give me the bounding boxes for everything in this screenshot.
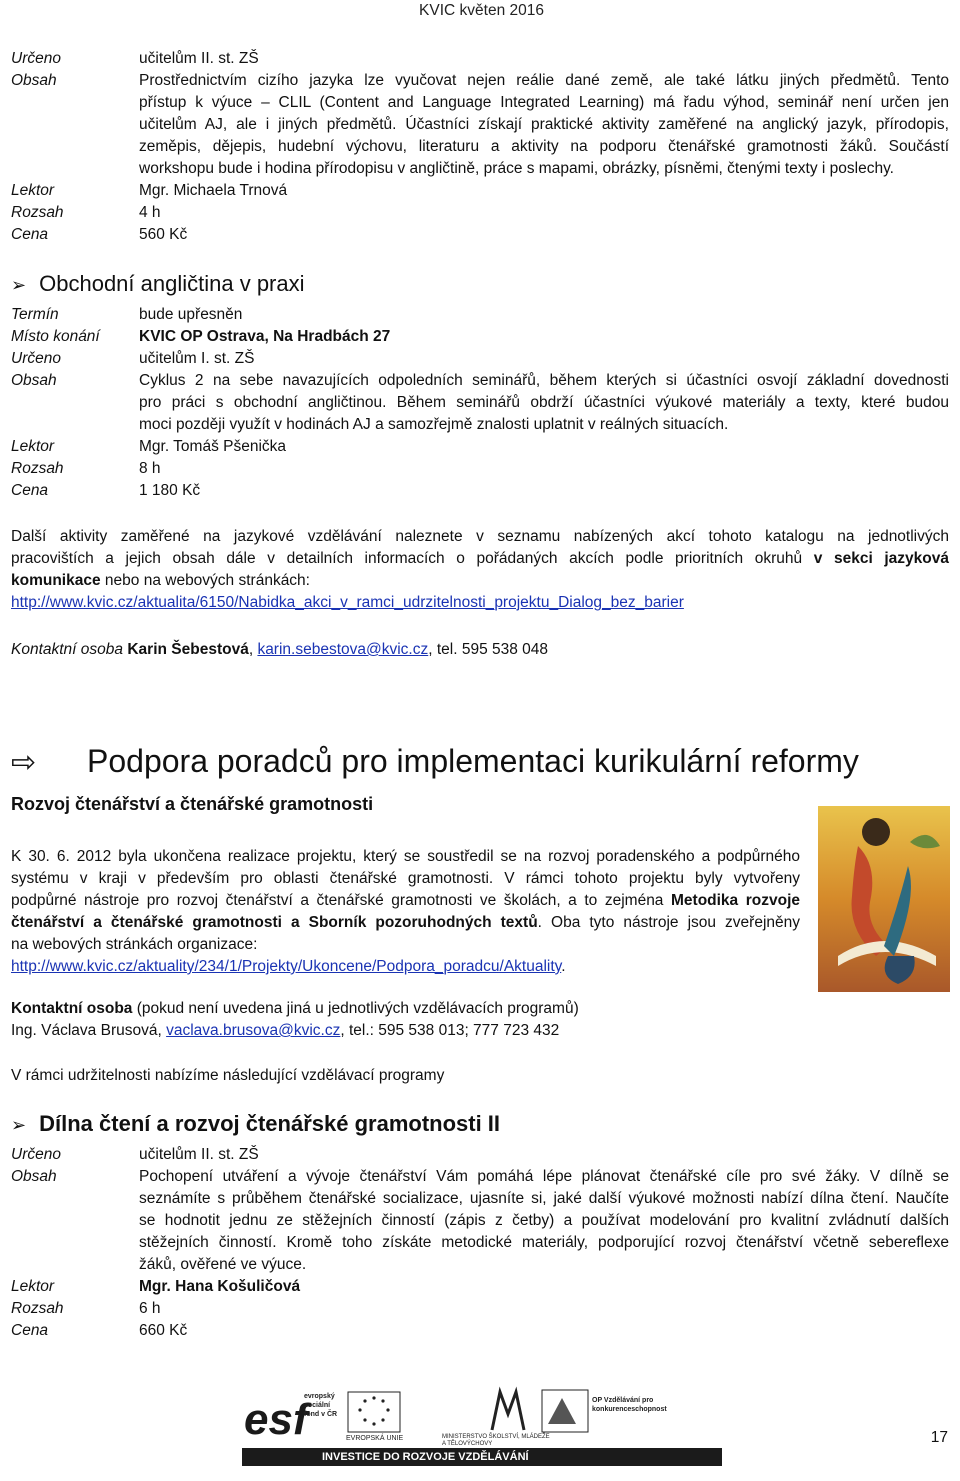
block2-obsah-text [139, 370, 949, 436]
rozsah-value: 6 h [139, 1300, 161, 1317]
contact-name: Ing. Václava Brusová, [11, 1022, 167, 1039]
more-info-text: nebo na webových stránkách: [100, 572, 310, 589]
obsah-line: učitelům AJ, ale i jiných předmětů. Účastníci získají praktické aktivity zaměřené na anglický jazyk, přírodopis, [139, 116, 949, 133]
project-link-end: . [561, 958, 566, 975]
project-line: na webových stránkách organizace: [11, 936, 258, 953]
contact-label: Kontaktní osoba [11, 641, 124, 658]
contact2 [11, 998, 579, 1042]
section-title: Podpora poradců pro implementaci kurikulární reformy [87, 743, 859, 779]
contact2-line [11, 998, 579, 1020]
project-link[interactable]: http://www.kvic.cz/aktuality/234/1/Projekty/Ukoncene/Podpora_poradcu/Aktuality [11, 958, 562, 975]
obsah-label: Obsah [11, 1168, 57, 1185]
obsah-label: Obsah [11, 72, 57, 89]
more-info-line [11, 548, 949, 570]
block3-heading [11, 1110, 500, 1139]
project-line: systému v kraji v především pro oblasti čtenářské gramotnosti. V rámci tohoto projektu byly vytvořeny [11, 870, 800, 887]
cena-label: Cena [11, 482, 49, 499]
obsah-label: Obsah [11, 372, 57, 389]
obsah-line: seznámíte s průběhem čtenářské socializace, ujasníte si, jaké další výukové možnosti nabízí dílna čtení. Naučíte [139, 1190, 949, 1207]
project-line: K 30. 6. 2012 byla ukončena realizace projektu, který se soustředil se na rozvoj poradenského a podpůrného [11, 848, 800, 865]
contact-note: (pokud není uvedena jiná u jednotlivých vzdělávacích programů) [132, 1000, 579, 1017]
op-logo-text: OP Vzdělávání pro konkurenceschopnost [592, 1397, 667, 1413]
contact-tel: , tel.: 595 538 013; 777 723 432 [340, 1022, 560, 1039]
obsah-line: Cyklus 2 na sebe navazujících odpoledních seminářů, během kterých si účastníci osvojí základní dovednosti [139, 372, 949, 389]
contact-sep: , [248, 641, 258, 658]
lektor-value: Mgr. Tomáš Pšenička [139, 438, 287, 455]
contact-email-link[interactable]: karin.sebestova@kvic.cz [257, 641, 429, 658]
more-info-bold: komunikace [11, 572, 101, 589]
lektor-label: Lektor [11, 182, 55, 199]
more-info-link-line [11, 592, 949, 614]
eu-logo-text: EVROPSKÁ UNIE [346, 1435, 404, 1442]
reading-illustration-image [818, 806, 950, 992]
more-info-bold: v sekci jazyková [813, 550, 949, 567]
project-line [11, 890, 800, 912]
urceno-label: Určeno [11, 50, 61, 67]
obsah-line: žáků, ověřené ve výuce. [139, 1256, 307, 1273]
more-info-line [11, 570, 949, 592]
project-bold: čtenářství a čtenářské gramotnosti a Sborník pozoruhodných textů [11, 914, 538, 931]
more-info-text: pracovištích a jejich obsah dále v detailních informacích o pořádaných akcích podle prioritních okruhů [11, 550, 814, 567]
contact1 [11, 639, 548, 661]
contact-name: Karin Šebestová [127, 641, 249, 658]
urceno-value: učitelům II. st. ZŠ [139, 50, 259, 67]
termin-value: bude upřesněn [139, 306, 243, 323]
lektor-value: Mgr. Hana Košuličová [139, 1278, 301, 1295]
cena-value: 560 Kč [139, 226, 188, 243]
urceno-value: učitelům I. st. ZŠ [139, 350, 255, 367]
rozsah-value: 4 h [139, 204, 161, 221]
rozsah-value: 8 h [139, 460, 161, 477]
rozsah-label: Rozsah [11, 204, 64, 221]
cena-label: Cena [11, 1322, 49, 1339]
obsah-line: se hodnotit jednu ze stěžejních činností (zápis z četby) a používat modelování pro kvalitní zvládnutí dalších [139, 1212, 949, 1229]
lektor-label: Lektor [11, 1278, 55, 1295]
obsah-line: workshopu bude i hodina přírodopisu v angličtině, práce s mapami, obrázky, písněmi, čtenými texty i poslechy. [139, 160, 894, 177]
contact-label: Kontaktní osoba [11, 1000, 133, 1017]
obsah-line: moci později využít v hodinách AJ a samozřejmě znalosti uplatnit v reálných situacích. [139, 416, 729, 433]
obsah-line: pro práci s obchodní angličtinou. Během seminářů obdrží účastníci výukové materiály a texty, které budou [139, 394, 949, 411]
page-header-title: KVIC květen 2016 [419, 2, 544, 19]
contact-email-link[interactable]: vaclava.brusova@kvic.cz [166, 1022, 341, 1039]
block1-obsah-text [139, 70, 949, 180]
page-number: 17 [930, 1429, 948, 1446]
more-info-link[interactable]: http://www.kvic.cz/aktualita/6150/Nabidka_akci_v_ramci_udrzitelnosti_projektu_Dialog_bez_barier [11, 594, 684, 611]
block3-heading-text: Dílna čtení a rozvoj čtenářské gramotnosti II [39, 1111, 501, 1136]
contact-tel: , tel. 595 538 048 [428, 641, 549, 658]
more-info-line: Další aktivity zaměřené na jazykové vzdělávání naleznete v seznamu nabízených akcí tohoto katalogu na jednotlivých [11, 528, 949, 545]
more-info-paragraph [11, 526, 949, 614]
programs-intro: V rámci udržitelnosti nabízíme následující vzdělávací programy [11, 1067, 445, 1084]
project-text: podpůrné nástroje pro rozvoj čtenářství a čtenářské gramotnosti ve školách, a to zejména [11, 892, 671, 909]
arrow-bullet-icon: ➢ [11, 1115, 27, 1135]
cena-label: Cena [11, 226, 49, 243]
hollow-arrow-icon: ⇨ [11, 746, 37, 779]
project-bold: Metodika rozvoje [671, 892, 800, 909]
cena-value: 1 180 Kč [139, 482, 201, 499]
section-heading [11, 741, 859, 783]
block2-heading-text: Obchodní angličtina v praxi [39, 271, 305, 296]
obsah-line: stěžejních činností. Kromě toho získáte metodické materiály, podporující rozvoj čtenářství včetně sebereflexe [139, 1234, 949, 1251]
project-line [11, 912, 800, 934]
lektor-value: Mgr. Michaela Trnová [139, 182, 288, 199]
msmt-logo-text: MINISTERSTVO ŠKOLSTVÍ, MLÁDEŽE A TĚLOVÝCHOVY [442, 1434, 550, 1447]
rozsah-label: Rozsah [11, 1300, 64, 1317]
svg-text:esf: esf [244, 1395, 308, 1444]
rozsah-label: Rozsah [11, 460, 64, 477]
project-paragraph [11, 846, 800, 978]
urceno-label: Určeno [11, 1146, 61, 1163]
misto-label: Místo konání [11, 328, 100, 345]
obsah-line: zeměpis, dějepis, hudební výchovu, literaturu a aktivity na podporu čtenářské gramotnosti žáků. Součástí [139, 138, 949, 155]
urceno-value: učitelům II. st. ZŠ [139, 1146, 259, 1163]
lektor-label: Lektor [11, 438, 55, 455]
project-text: . Oba tyto nástroje jsou zveřejněny [537, 914, 800, 931]
misto-value: KVIC OP Ostrava, Na Hradbách 27 [139, 328, 391, 345]
project-link-line [11, 956, 800, 978]
block3-obsah-text [139, 1166, 949, 1276]
obsah-line: Pochopení utváření a vývoje čtenářství Vám pomáhá lépe plánovat čtenářské cíle pro své žáky. V dílně se [139, 1168, 949, 1185]
section-subtitle: Rozvoj čtenářství a čtenářské gramotnosti [11, 794, 374, 814]
arrow-bullet-icon: ➢ [11, 275, 27, 295]
footer-tagline: INVESTICE DO ROZVOJE VZDĚLÁVÁNÍ [322, 1451, 529, 1463]
contact2-line [11, 1020, 579, 1042]
urceno-label: Určeno [11, 350, 61, 367]
obsah-line: Prostřednictvím cizího jazyka lze vyučovat nejen reálie dané země, ale také látku jiných předmětů. Tento [139, 72, 949, 89]
block2-heading [11, 270, 305, 299]
termin-label: Termín [11, 306, 59, 323]
obsah-line: přístup k výuce – CLIL (Content and Language Integrated Learning) má řadu výhod, seminář není určen jen [139, 94, 949, 111]
footer-logos [242, 1384, 722, 1470]
esf-logo-text: evropský sociální fond v ČR [304, 1393, 338, 1418]
cena-value: 660 Kč [139, 1322, 188, 1339]
